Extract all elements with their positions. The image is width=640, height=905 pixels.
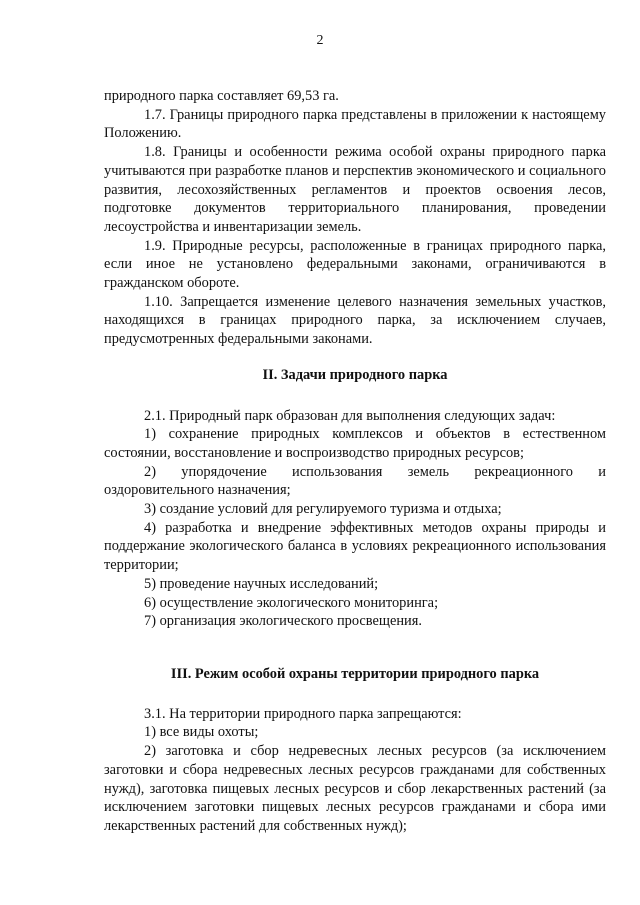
list-item-task-1: 1) сохранение природных комплексов и объектов в естественном состоянии, восстановление и воспроизводство природных ресурсов; xyxy=(104,426,606,461)
paragraph-1-7: 1.7. Границы природного парка представлены в приложении к настоящему Положению. xyxy=(104,106,606,142)
list-item-task-6: 6) осуществление экологического мониторинга; xyxy=(144,594,439,611)
paragraph-2-1: 2.1. Природный парк образован для выполнения следующих задач: xyxy=(144,407,556,424)
spacer xyxy=(104,631,606,665)
paragraph-intro-continuation: природного парка составляет 69,53 га. xyxy=(104,88,339,104)
spacer xyxy=(104,385,606,407)
list-item-task-5: 5) проведение научных исследований; xyxy=(144,575,379,592)
spacer xyxy=(104,684,606,705)
section-3-heading: III. Режим особой охраны территории природного парка xyxy=(170,665,540,682)
paragraph-1-8: 1.8. Границы и особенности режима особой охраны природного парка учитываются при разработке планов и перспектив экономического и социального развития, лесохозяйственных регламентов и проектов освоения лесов, подготовке документов территориального планирования, проведении лесоустройства и инвентаризации земель. xyxy=(104,144,606,235)
list-item-prohibition-2: 2) заготовка и сбор недревесных лесных ресурсов (за исключением заготовки и сбора недревесных лесных ресурсов гражданами для собственных нужд), заготовка пищевых лесных ресурсов и сбор лекарственных растений (за исключением заготовки пищевых лесных ресурсов гражданами и сбора ими лекарственных растений для собственных нужд); xyxy=(104,743,606,834)
page-number: 2 xyxy=(316,33,324,48)
list-item-task-4: 4) разработка и внедрение эффективных методов охраны природы и поддержание экологического баланса в условиях рекреационного использования территории; xyxy=(104,519,606,574)
list-item-task-2: 2) упорядочение использования земель рекреационного и оздоровительного назначения; xyxy=(104,463,606,499)
paragraph-1-9: 1.9. Природные ресурсы, расположенные в границах природного парка, если иное не установлено федеральными законами, ограничиваются в гражданском обороте. xyxy=(104,237,606,292)
paragraph-3-1: 3.1. На территории природного парка запрещаются: xyxy=(144,705,462,722)
document-body xyxy=(104,87,606,836)
list-item-task-7: 7) организация экологического просвещения. xyxy=(144,613,422,630)
paragraph-1-10: 1.10. Запрещается изменение целевого назначения земельных участков, находящихся в границах природного парка, за исключением случаев, предусмотренных федеральными законами. xyxy=(104,293,606,348)
list-item-prohibition-1: 1) все виды охоты; xyxy=(144,724,259,741)
list-item-task-3: 3) создание условий для регулируемого туризма и отдыха; xyxy=(144,501,502,518)
section-2-heading: II. Задачи природного парка xyxy=(262,366,448,383)
spacer xyxy=(104,349,606,366)
